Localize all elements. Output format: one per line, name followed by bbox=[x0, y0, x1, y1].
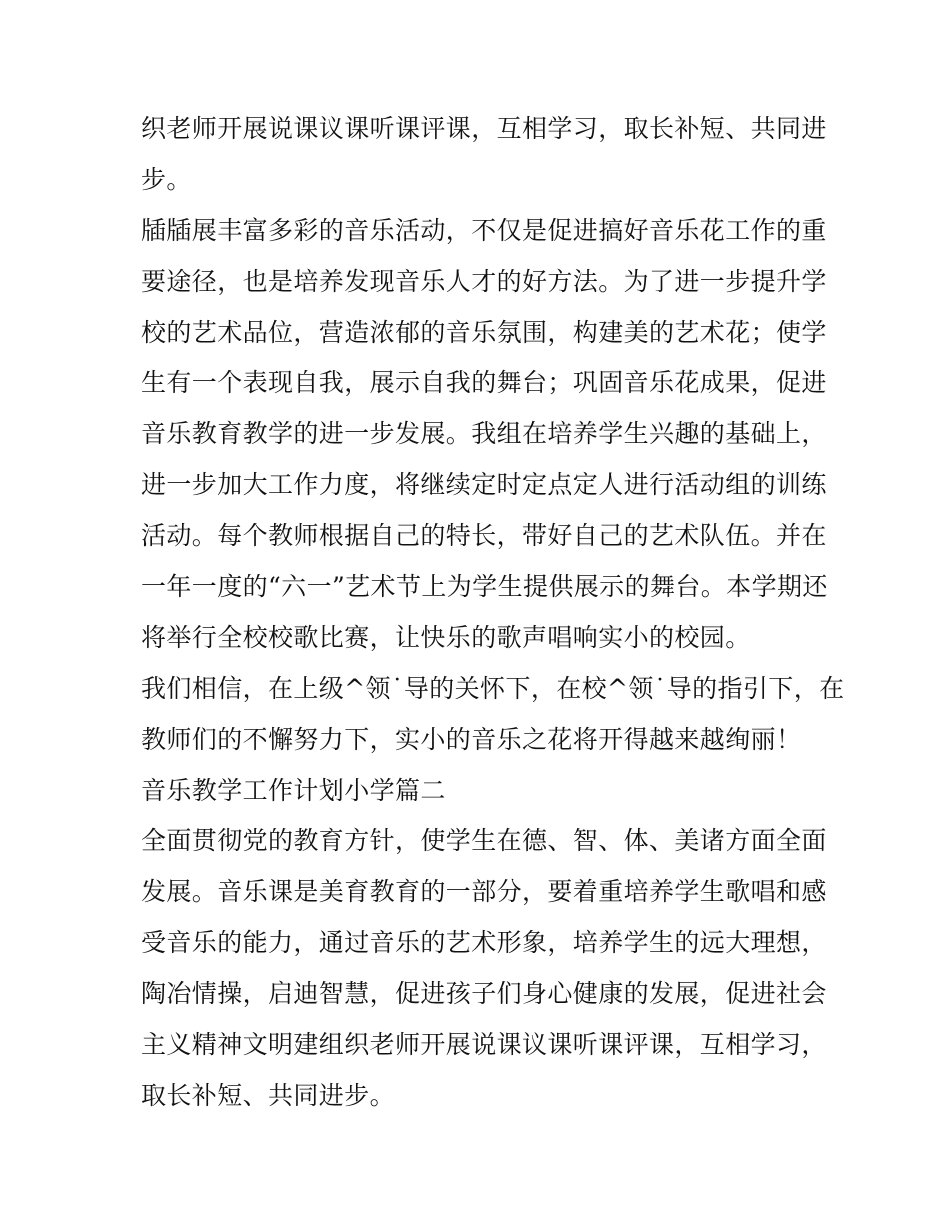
text-line: 生有一个表现自我，展示自我的舞台；巩固音乐花成果，促进 bbox=[141, 368, 827, 398]
section-heading: 音乐教学工作计划小学篇二 bbox=[141, 775, 446, 805]
text-line: 主义精神文明建组织老师开展说课议课听课评课，互相学习， bbox=[141, 1030, 827, 1060]
text-line: 音乐教育教学的进一步发展。我组在培养学生兴趣的基础上， bbox=[141, 419, 827, 449]
text-line: 教师们的不懈努力下，实小的音乐之花将开得越来越绚丽！ bbox=[141, 724, 802, 754]
text-line: 牐牐展丰富多彩的音乐活动，不仅是促进搞好音乐花工作的重 bbox=[141, 215, 827, 245]
text-line: 要途径，也是培养发现音乐人才的好方法。为了进一步提升学 bbox=[141, 266, 827, 296]
text-line: 校的艺术品位，营造浓郁的音乐氛围，构建美的艺术花；使学 bbox=[141, 317, 827, 347]
text-line: 陶冶情操，启迪智慧，促进孩子们身心健康的发展，促进社会 bbox=[141, 979, 827, 1009]
text-line: 织老师开展说课议课听课评课，互相学习，取长补短、共同进 bbox=[141, 114, 827, 143]
text-line: 受音乐的能力，通过音乐的艺术形象，培养学生的远大理想， bbox=[141, 928, 827, 958]
text-line: 取长补短、共同进步。 bbox=[141, 1080, 396, 1110]
body-text bbox=[141, 104, 845, 1122]
text-line: 一年一度的“六一”艺术节上为学生提供展示的舞台。本学期还 bbox=[141, 572, 828, 602]
text-line: 步。 bbox=[141, 164, 192, 194]
text-line: 活动。每个教师根据自己的特长，带好自己的艺术队伍。并在 bbox=[141, 521, 827, 551]
text-line: 进一步加大工作力度，将继续定时定点定人进行活动组的训练 bbox=[141, 470, 827, 500]
text-line: 我们相信，在上级^领˙导的关怀下，在校^领˙导的指引下，在 bbox=[141, 673, 845, 703]
text-line: 将举行全校校歌比赛，让快乐的歌声唱响实小的校园。 bbox=[141, 622, 751, 652]
text-line: 发展。音乐课是美育教育的一部分，要着重培养学生歌唱和感 bbox=[141, 877, 827, 907]
text-line: 全面贯彻党的教育方针，使学生在德、智、体、美诸方面全面 bbox=[141, 826, 827, 856]
